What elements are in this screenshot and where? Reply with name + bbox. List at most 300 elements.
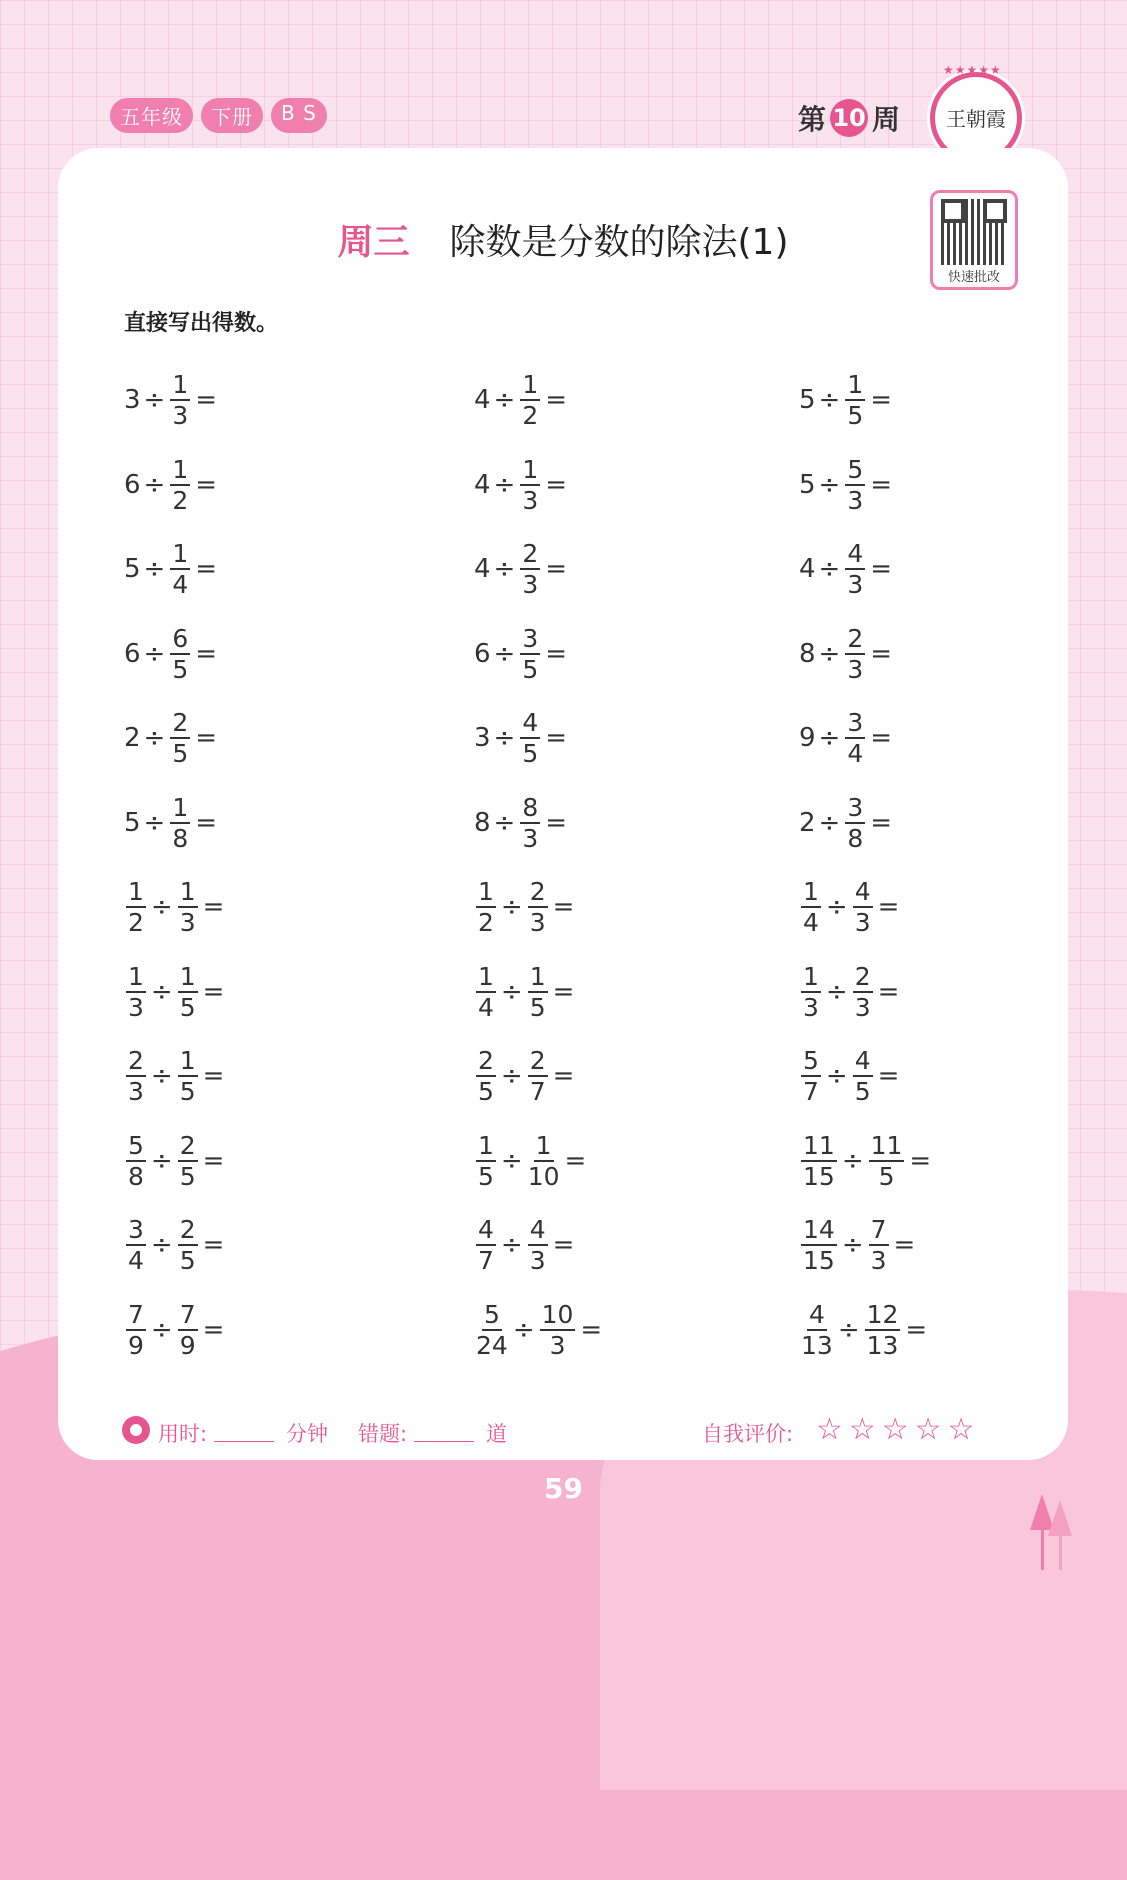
title-topic: 除数是分数的除法(1)	[449, 222, 789, 263]
fraction	[528, 877, 548, 937]
numerator: 5	[803, 1046, 819, 1076]
equals-sign: =	[870, 469, 893, 500]
numerator: 2	[128, 1046, 144, 1076]
problem-item	[474, 1203, 799, 1288]
numerator: 4	[529, 1215, 546, 1245]
numerator: 6	[172, 623, 189, 653]
numerator: 2	[172, 708, 189, 738]
denominator: 9	[179, 1330, 196, 1360]
problem-item	[799, 527, 1004, 612]
equals-sign: =	[877, 1061, 900, 1092]
denominator: 5	[478, 1161, 494, 1191]
denominator: 7	[803, 1077, 819, 1107]
whole-number: 2	[124, 723, 141, 754]
problem-grid	[124, 358, 1004, 1372]
fraction	[801, 1300, 833, 1360]
numerator: 5	[483, 1299, 500, 1329]
denominator: 3	[128, 1077, 144, 1107]
denominator: 3	[172, 401, 189, 431]
denominator: 3	[854, 908, 871, 938]
problem-item	[474, 1119, 799, 1204]
whole-number: 3	[124, 385, 141, 416]
numerator: 7	[179, 1299, 196, 1329]
problem-item	[799, 1288, 1004, 1373]
equals-sign: =	[564, 1145, 587, 1176]
denominator: 3	[847, 570, 864, 600]
numerator: 1	[847, 370, 864, 400]
divide-sign: ÷	[150, 1145, 173, 1176]
denominator: 5	[522, 654, 539, 684]
divide-sign: ÷	[150, 1314, 173, 1345]
numerator: 7	[870, 1215, 887, 1245]
denominator: 9	[128, 1330, 144, 1360]
denominator: 4	[172, 570, 189, 600]
fraction	[476, 877, 496, 937]
equals-sign: =	[552, 1230, 575, 1261]
equals-sign: =	[905, 1314, 928, 1345]
whole-number: 4	[474, 385, 491, 416]
denominator: 3	[529, 908, 546, 938]
denominator: 3	[522, 570, 539, 600]
divide-sign: ÷	[818, 469, 841, 500]
problem-item	[474, 1034, 799, 1119]
divide-sign: ÷	[818, 554, 841, 585]
numerator: 2	[522, 539, 539, 569]
fraction	[476, 1131, 496, 1191]
equals-sign: =	[202, 1314, 225, 1345]
fraction	[528, 1131, 560, 1191]
problem-item	[474, 358, 799, 443]
fraction	[520, 539, 540, 599]
fraction	[845, 793, 865, 853]
equals-sign: =	[545, 723, 568, 754]
whole-number: 5	[799, 469, 816, 500]
equals-sign: =	[202, 1145, 225, 1176]
equals-sign: =	[545, 807, 568, 838]
equals-sign: =	[202, 976, 225, 1007]
week-prefix: 第	[798, 103, 827, 136]
fraction	[178, 1300, 198, 1360]
denominator: 3	[179, 908, 196, 938]
denominator: 4	[803, 908, 819, 938]
errors-unit: 道	[486, 1422, 507, 1446]
week-number: 10	[830, 99, 868, 137]
qr-code-icon	[941, 199, 1007, 265]
problem-item	[474, 865, 799, 950]
fraction	[845, 370, 865, 430]
fraction	[126, 1300, 146, 1360]
problem-item	[799, 1119, 1004, 1204]
problem-item	[124, 612, 474, 697]
problem-item	[124, 1119, 474, 1204]
problem-item	[799, 1034, 1004, 1119]
numerator: 11	[803, 1130, 835, 1160]
problem-item	[474, 612, 799, 697]
fraction	[801, 1046, 821, 1106]
denominator: 3	[803, 992, 819, 1022]
divide-sign: ÷	[500, 892, 523, 923]
denominator: 7	[478, 1246, 494, 1276]
fraction	[170, 624, 190, 684]
divide-sign: ÷	[500, 1145, 523, 1176]
problem-item	[124, 358, 474, 443]
equals-sign: =	[580, 1314, 603, 1345]
numerator: 1	[529, 961, 546, 991]
divide-sign: ÷	[493, 638, 516, 669]
problem-item	[474, 1288, 799, 1373]
numerator: 1	[172, 539, 189, 569]
divide-sign: ÷	[500, 976, 523, 1007]
divide-sign: ÷	[841, 1145, 864, 1176]
equals-sign: =	[870, 723, 893, 754]
denominator: 3	[522, 485, 539, 515]
denominator: 5	[179, 1161, 196, 1191]
problem-item	[474, 443, 799, 528]
numerator: 3	[847, 708, 864, 738]
problem-item	[124, 696, 474, 781]
denominator: 4	[847, 739, 864, 769]
equals-sign: =	[870, 385, 893, 416]
errors-blank[interactable]	[414, 1418, 474, 1442]
denominator: 8	[847, 823, 864, 853]
fraction	[853, 1046, 873, 1106]
divide-sign: ÷	[143, 385, 166, 416]
fraction	[476, 1300, 508, 1360]
divide-sign: ÷	[493, 723, 516, 754]
numerator: 1	[128, 877, 144, 907]
denominator: 3	[870, 1246, 887, 1276]
fraction	[178, 877, 198, 937]
week-indicator	[798, 98, 900, 138]
denominator: 13	[801, 1330, 833, 1360]
whole-number: 2	[799, 807, 816, 838]
divide-sign: ÷	[143, 807, 166, 838]
fraction	[801, 1215, 837, 1275]
equals-sign: =	[909, 1145, 932, 1176]
numerator: 3	[847, 792, 864, 822]
problem-item	[474, 950, 799, 1035]
equals-sign: =	[552, 976, 575, 1007]
divide-sign: ÷	[143, 723, 166, 754]
fraction	[528, 962, 548, 1022]
numerator: 1	[803, 877, 819, 907]
denominator: 5	[854, 1077, 871, 1107]
equals-sign: =	[870, 638, 893, 669]
problem-item	[799, 358, 1004, 443]
numerator: 1	[522, 370, 539, 400]
whole-number: 3	[474, 723, 491, 754]
denominator: 4	[478, 992, 494, 1022]
numerator: 3	[128, 1215, 144, 1245]
page-number: 59	[544, 1472, 583, 1505]
equals-sign: =	[893, 1230, 916, 1261]
problem-item	[124, 1034, 474, 1119]
numerator: 2	[847, 623, 864, 653]
divide-sign: ÷	[150, 1061, 173, 1092]
fraction	[170, 539, 190, 599]
denominator: 3	[128, 992, 144, 1022]
equals-sign: =	[195, 723, 218, 754]
divide-sign: ÷	[825, 976, 848, 1007]
denominator: 2	[522, 401, 539, 431]
fraction	[126, 877, 146, 937]
fraction	[845, 455, 865, 515]
fraction	[520, 370, 540, 430]
numerator: 1	[172, 370, 189, 400]
denominator: 3	[529, 1246, 546, 1276]
denominator: 8	[128, 1161, 144, 1191]
fraction	[170, 455, 190, 515]
fraction	[869, 1131, 905, 1191]
numerator: 12	[866, 1299, 899, 1329]
numerator: 4	[854, 1046, 871, 1076]
fraction	[845, 708, 865, 768]
divide-sign: ÷	[150, 892, 173, 923]
divide-sign: ÷	[493, 469, 516, 500]
numerator: 1	[179, 1046, 196, 1076]
problem-item	[799, 612, 1004, 697]
numerator: 1	[478, 877, 494, 907]
week-suffix: 周	[872, 103, 901, 136]
problem-item	[124, 1203, 474, 1288]
whole-number: 4	[474, 469, 491, 500]
numerator: 5	[128, 1130, 144, 1160]
divide-sign: ÷	[493, 807, 516, 838]
denominator: 3	[847, 654, 864, 684]
whole-number: 5	[124, 554, 141, 585]
equals-sign: =	[545, 638, 568, 669]
numerator: 4	[854, 877, 871, 907]
denominator: 5	[878, 1161, 895, 1191]
fraction	[801, 962, 821, 1022]
rating-label: 自我评价:	[702, 1422, 794, 1446]
numerator: 1	[535, 1130, 552, 1160]
numerator: 2	[529, 1046, 546, 1076]
numerator: 8	[522, 792, 539, 822]
divide-sign: ÷	[825, 892, 848, 923]
fraction	[845, 539, 865, 599]
grade-tags	[110, 98, 327, 133]
problem-item	[124, 1288, 474, 1373]
time-label: 用时:	[158, 1422, 208, 1446]
time-blank[interactable]	[214, 1418, 274, 1442]
divide-sign: ÷	[818, 723, 841, 754]
problem-item	[474, 527, 799, 612]
equals-sign: =	[552, 892, 575, 923]
whole-number: 8	[474, 807, 491, 838]
qr-code-box[interactable]	[930, 190, 1018, 290]
denominator: 2	[128, 908, 144, 938]
divide-sign: ÷	[500, 1061, 523, 1092]
problem-item	[474, 781, 799, 866]
fraction	[170, 708, 190, 768]
tag-edition: B S	[271, 98, 327, 133]
divide-sign: ÷	[818, 638, 841, 669]
whole-number: 4	[474, 554, 491, 585]
equals-sign: =	[202, 1230, 225, 1261]
fraction	[476, 962, 496, 1022]
problem-item	[799, 1203, 1004, 1288]
divide-sign: ÷	[150, 1230, 173, 1261]
numerator: 3	[522, 623, 539, 653]
equals-sign: =	[545, 469, 568, 500]
whole-number: 6	[474, 638, 491, 669]
fraction	[126, 1046, 146, 1106]
numerator: 7	[128, 1299, 144, 1329]
logo-stars-icon: ★★★★★	[943, 63, 1002, 77]
denominator: 3	[549, 1330, 566, 1360]
arrow-stem-2	[1059, 1534, 1062, 1570]
numerator: 4	[522, 708, 539, 738]
whole-number: 6	[124, 469, 141, 500]
tag-volume: 下册	[201, 98, 263, 133]
numerator: 14	[803, 1215, 835, 1245]
problem-item	[799, 443, 1004, 528]
instruction: 直接写出得数。	[124, 311, 279, 336]
denominator: 3	[854, 992, 871, 1022]
numerator: 4	[847, 539, 864, 569]
time-unit: 分钟	[286, 1422, 328, 1446]
divide-sign: ÷	[818, 385, 841, 416]
problem-item	[124, 865, 474, 950]
numerator: 1	[478, 1130, 494, 1160]
denominator: 5	[179, 992, 196, 1022]
denominator: 5	[172, 654, 189, 684]
divide-sign: ÷	[493, 554, 516, 585]
fraction	[126, 1131, 146, 1191]
fraction	[801, 877, 821, 937]
problem-item	[124, 527, 474, 612]
fraction	[178, 962, 198, 1022]
denominator: 2	[172, 485, 189, 515]
fraction	[528, 1046, 548, 1106]
problem-item	[799, 781, 1004, 866]
divide-sign: ÷	[841, 1230, 864, 1261]
divide-sign: ÷	[143, 638, 166, 669]
divide-sign: ÷	[500, 1230, 523, 1261]
fraction	[801, 1131, 837, 1191]
numerator: 5	[847, 454, 864, 484]
divide-sign: ÷	[150, 976, 173, 1007]
fraction	[540, 1300, 576, 1360]
numerator: 11	[870, 1130, 903, 1160]
numerator: 1	[478, 961, 494, 991]
equals-sign: =	[545, 554, 568, 585]
equals-sign: =	[195, 469, 218, 500]
equals-sign: =	[195, 554, 218, 585]
denominator: 3	[847, 485, 864, 515]
equals-sign: =	[202, 1061, 225, 1092]
problem-item	[799, 950, 1004, 1035]
numerator: 4	[478, 1215, 494, 1245]
title-day: 周三	[337, 222, 410, 263]
whole-number: 5	[799, 385, 816, 416]
whole-number: 8	[799, 638, 816, 669]
divide-sign: ÷	[837, 1314, 860, 1345]
divide-sign: ÷	[143, 554, 166, 585]
arrow-up-icon-2	[1048, 1500, 1072, 1536]
fraction	[178, 1046, 198, 1106]
equals-sign: =	[870, 554, 893, 585]
numerator: 1	[128, 961, 144, 991]
denominator: 8	[172, 823, 189, 853]
numerator: 1	[179, 961, 196, 991]
denominator: 7	[529, 1077, 546, 1107]
divide-sign: ÷	[143, 469, 166, 500]
whole-number: 6	[124, 638, 141, 669]
denominator: 24	[476, 1330, 508, 1360]
denominator: 5	[522, 739, 539, 769]
fraction	[476, 1046, 496, 1106]
qr-label: 快速批改	[947, 270, 1000, 285]
denominator: 5	[172, 739, 189, 769]
errors-label: 错题:	[358, 1422, 408, 1446]
fraction	[170, 793, 190, 853]
numerator: 1	[172, 792, 189, 822]
numerator: 2	[478, 1046, 494, 1076]
divide-sign: ÷	[818, 807, 841, 838]
whole-number: 9	[799, 723, 816, 754]
numerator: 2	[179, 1130, 196, 1160]
timer-icon	[122, 1416, 150, 1444]
equals-sign: =	[202, 892, 225, 923]
fraction	[178, 1215, 198, 1275]
fraction	[853, 877, 873, 937]
fraction	[170, 370, 190, 430]
fraction	[520, 793, 540, 853]
divide-sign: ÷	[825, 1061, 848, 1092]
numerator: 1	[803, 961, 819, 991]
worksheet-card	[58, 148, 1068, 1460]
rating-stars-icon[interactable]: ☆☆☆☆☆	[816, 1412, 981, 1447]
page-title	[58, 214, 1068, 265]
fraction	[126, 1215, 146, 1275]
equals-sign: =	[870, 807, 893, 838]
problem-item	[124, 950, 474, 1035]
fraction	[865, 1300, 901, 1360]
tag-grade: 五年级	[110, 98, 193, 133]
denominator: 15	[803, 1161, 835, 1191]
denominator: 4	[128, 1246, 144, 1276]
numerator: 4	[808, 1299, 825, 1329]
numerator: 2	[179, 1215, 196, 1245]
problem-item	[799, 696, 1004, 781]
fraction	[528, 1215, 548, 1275]
denominator: 10	[527, 1161, 560, 1191]
problem-item	[474, 696, 799, 781]
fraction	[178, 1131, 198, 1191]
fraction	[126, 962, 146, 1022]
problem-item	[799, 865, 1004, 950]
denominator: 5	[179, 1246, 196, 1276]
denominator: 15	[803, 1246, 835, 1276]
denominator: 5	[847, 401, 864, 431]
equals-sign: =	[195, 807, 218, 838]
numerator: 2	[854, 961, 871, 991]
equals-sign: =	[545, 385, 568, 416]
equals-sign: =	[877, 892, 900, 923]
fraction	[853, 962, 873, 1022]
denominator: 5	[478, 1077, 494, 1107]
equals-sign: =	[195, 385, 218, 416]
fraction	[845, 624, 865, 684]
denominator: 3	[522, 823, 539, 853]
fraction	[520, 708, 540, 768]
numerator: 1	[522, 454, 539, 484]
numerator: 10	[541, 1299, 574, 1329]
denominator: 2	[478, 908, 494, 938]
fraction	[476, 1215, 496, 1275]
